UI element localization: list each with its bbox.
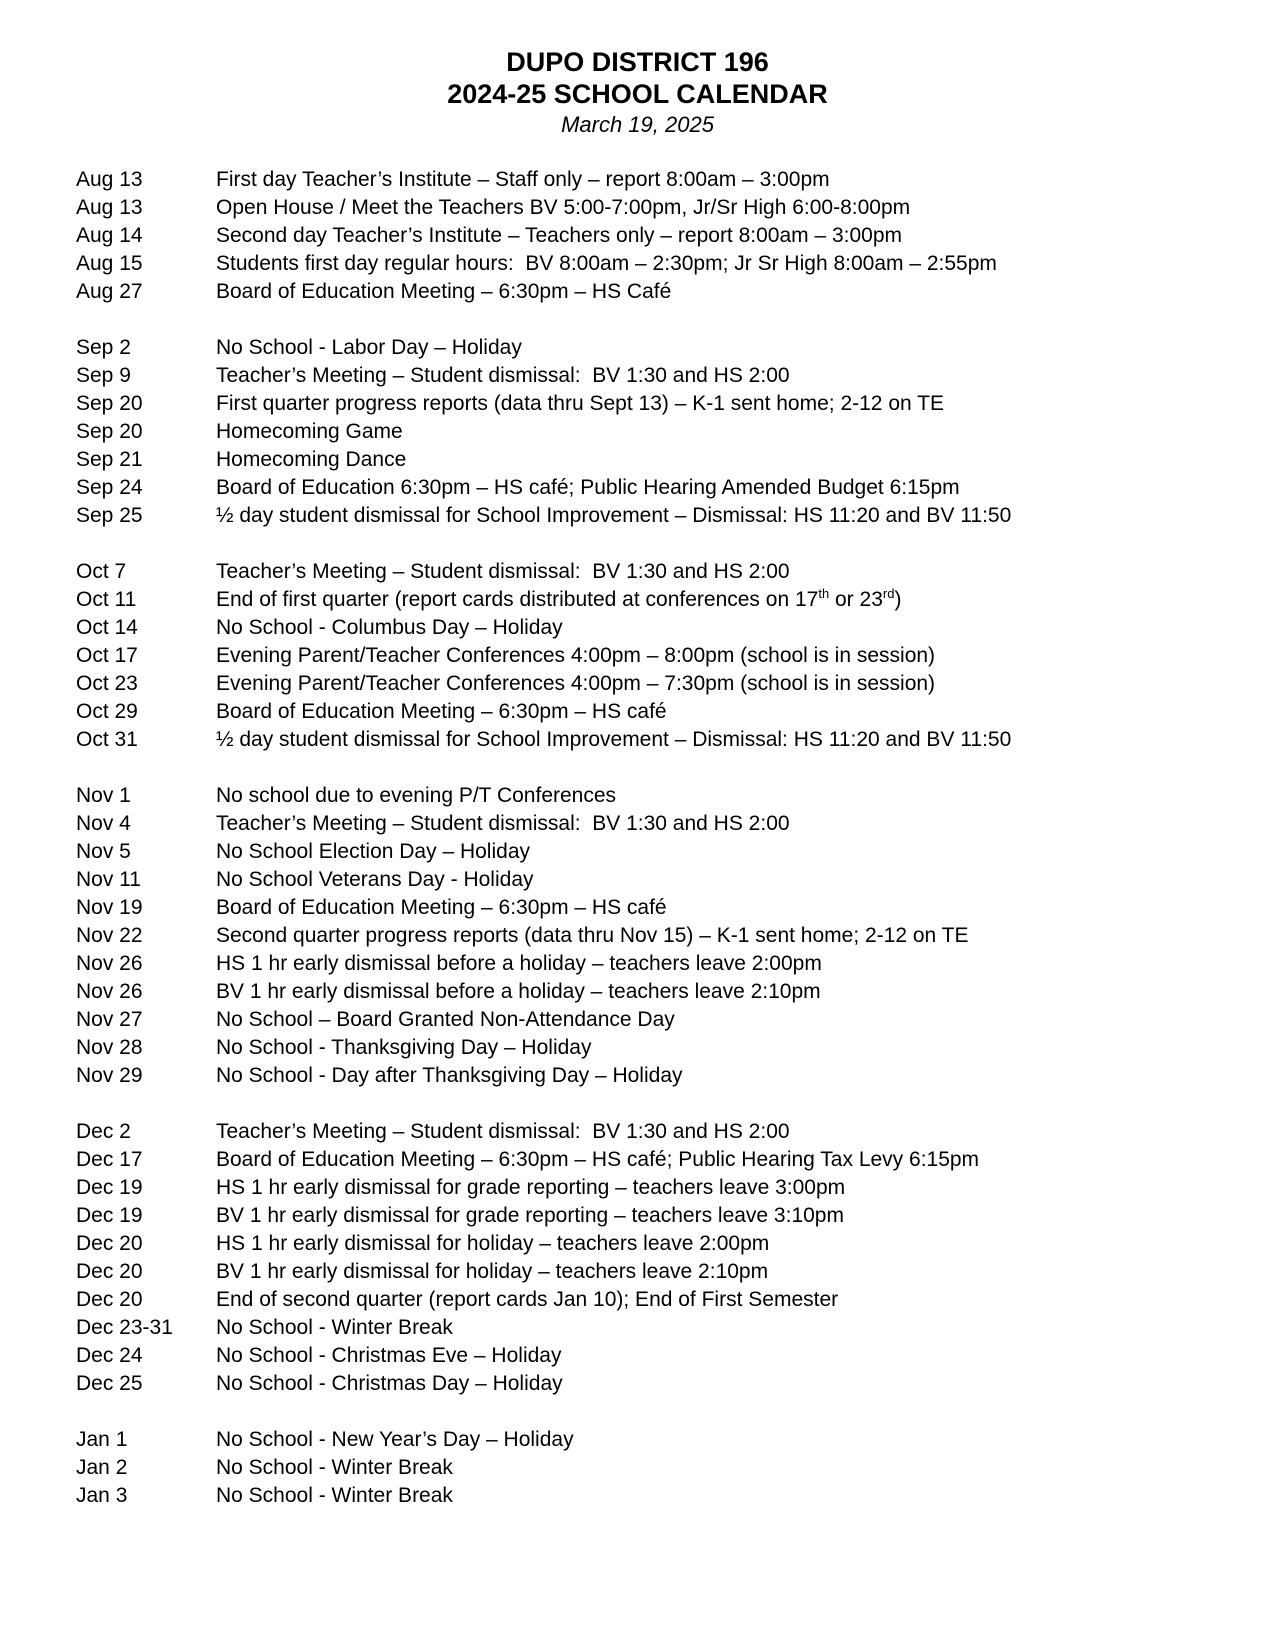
event-description: BV 1 hr early dismissal before a holiday – teachers leave 2:10pm [216, 980, 821, 1003]
event-row [76, 1034, 1235, 1062]
event-description: Board of Education Meeting – 6:30pm – HS Café [216, 280, 672, 303]
event-row [76, 1370, 1235, 1398]
event-row [76, 1202, 1235, 1230]
event-row [76, 1230, 1235, 1258]
event-date: Nov 27 [76, 1008, 143, 1031]
calendar-month-section [76, 166, 1235, 306]
event-date: Sep 24 [76, 476, 143, 499]
event-date: Oct 31 [76, 728, 138, 751]
event-description: Students first day regular hours: BV 8:00am – 2:30pm; Jr Sr High 8:00am – 2:55pm [216, 252, 997, 275]
event-row [76, 502, 1235, 530]
event-description: Teacher’s Meeting – Student dismissal: BV 1:30 and HS 2:00 [216, 364, 790, 387]
event-date: Dec 19 [76, 1204, 143, 1227]
ordinal-suffix: th [818, 586, 830, 601]
event-date: Oct 11 [76, 588, 137, 611]
event-description: Board of Education 6:30pm – HS café; Public Hearing Amended Budget 6:15pm [216, 476, 960, 499]
event-description: No School - Labor Day – Holiday [216, 336, 522, 359]
event-date: Oct 7 [76, 560, 127, 583]
event-row [76, 614, 1235, 642]
event-description: Evening Parent/Teacher Conferences 4:00pm – 8:00pm (school is in session) [216, 644, 936, 667]
event-description: No School - Christmas Eve – Holiday [216, 1344, 562, 1367]
event-date: Sep 20 [76, 392, 143, 415]
event-description: ½ day student dismissal for School Improvement – Dismissal: HS 11:20 and BV 11:50 [216, 504, 1012, 527]
event-row [76, 978, 1235, 1006]
event-row [76, 1006, 1235, 1034]
event-row [76, 1482, 1235, 1510]
event-row [76, 474, 1235, 502]
event-date: Nov 22 [76, 924, 143, 947]
event-row [76, 670, 1235, 698]
event-description: No School - New Year’s Day – Holiday [216, 1428, 574, 1451]
event-date: Dec 19 [76, 1176, 143, 1199]
event-description: No School Veterans Day - Holiday [216, 868, 534, 891]
event-description: Teacher’s Meeting – Student dismissal: BV 1:30 and HS 2:00 [216, 1120, 790, 1143]
event-date: Dec 20 [76, 1232, 143, 1255]
event-date: Aug 13 [76, 196, 143, 219]
event-date: Oct 29 [76, 700, 138, 723]
event-row [76, 418, 1235, 446]
event-description: First quarter progress reports (data thru Sept 13) – K-1 sent home; 2-12 on TE [216, 392, 944, 415]
event-date: Aug 14 [76, 224, 143, 247]
event-description: First day Teacher’s Institute – Staff only – report 8:00am – 3:00pm [216, 168, 830, 191]
event-description: No School - Thanksgiving Day – Holiday [216, 1036, 592, 1059]
event-description: HS 1 hr early dismissal before a holiday – teachers leave 2:00pm [216, 952, 822, 975]
event-description: End of second quarter (report cards Jan 10); End of First Semester [216, 1288, 839, 1311]
event-row [76, 250, 1235, 278]
event-description: End of first quarter (report cards distributed at conferences on 17th or 23rd) [216, 586, 902, 611]
event-date: Nov 11 [76, 868, 141, 891]
event-row [76, 642, 1235, 670]
event-date: Dec 20 [76, 1288, 143, 1311]
event-row [76, 1342, 1235, 1370]
event-description: No School - Winter Break [216, 1316, 453, 1339]
event-description: Board of Education Meeting – 6:30pm – HS café [216, 700, 667, 723]
event-description: Teacher’s Meeting – Student dismissal: BV 1:30 and HS 2:00 [216, 560, 790, 583]
event-row [76, 810, 1235, 838]
event-date: Jan 2 [76, 1456, 128, 1479]
event-description: BV 1 hr early dismissal for grade reporting – teachers leave 3:10pm [216, 1204, 844, 1227]
event-date: Nov 29 [76, 1064, 143, 1087]
event-date: Nov 28 [76, 1036, 143, 1059]
event-row [76, 558, 1235, 586]
event-date: Sep 9 [76, 364, 131, 387]
calendar-month-section [76, 558, 1235, 754]
event-date: Dec 20 [76, 1260, 143, 1283]
event-description: No School – Board Granted Non-Attendance Day [216, 1008, 675, 1031]
event-description: ½ day student dismissal for School Improvement – Dismissal: HS 11:20 and BV 11:50 [216, 728, 1012, 751]
event-description: No School - Columbus Day – Holiday [216, 616, 563, 639]
document-header [0, 0, 1275, 140]
calendar-month-section [76, 782, 1235, 1090]
event-date: Dec 25 [76, 1372, 143, 1395]
event-row [76, 166, 1235, 194]
event-description: Homecoming Dance [216, 448, 407, 471]
event-date: Aug 13 [76, 168, 143, 191]
event-description: Teacher’s Meeting – Student dismissal: BV 1:30 and HS 2:00 [216, 812, 790, 835]
event-date: Aug 15 [76, 252, 143, 275]
event-row [76, 278, 1235, 306]
event-row [76, 1314, 1235, 1342]
event-row [76, 1118, 1235, 1146]
event-row [76, 698, 1235, 726]
event-date: Jan 3 [76, 1484, 128, 1507]
event-row [76, 1258, 1235, 1286]
event-description: No School - Winter Break [216, 1456, 453, 1479]
ordinal-suffix: rd [882, 586, 895, 601]
document-title-line2: 2024-25 SCHOOL CALENDAR [447, 79, 828, 109]
event-row [76, 950, 1235, 978]
event-description: No School - Day after Thanksgiving Day – Holiday [216, 1064, 683, 1087]
event-date: Nov 5 [76, 840, 131, 863]
event-date: Nov 26 [76, 952, 143, 975]
event-date: Dec 24 [76, 1344, 143, 1367]
event-date: Sep 21 [76, 448, 143, 471]
event-description: Board of Education Meeting – 6:30pm – HS café; Public Hearing Tax Levy 6:15pm [216, 1148, 980, 1171]
event-description: No school due to evening P/T Conferences [216, 784, 617, 807]
event-date: Dec 23-31 [76, 1316, 173, 1339]
event-row [76, 1174, 1235, 1202]
event-description: Evening Parent/Teacher Conferences 4:00pm – 7:30pm (school is in session) [216, 672, 936, 695]
event-description: No School - Christmas Day – Holiday [216, 1372, 563, 1395]
event-date: Sep 25 [76, 504, 143, 527]
calendar-month-section [76, 1118, 1235, 1398]
calendar-month-section [76, 334, 1235, 530]
event-description: BV 1 hr early dismissal for holiday – teachers leave 2:10pm [216, 1260, 769, 1283]
event-row [76, 1454, 1235, 1482]
event-row [76, 782, 1235, 810]
event-date: Nov 26 [76, 980, 143, 1003]
document-title-line1: DUPO DISTRICT 196 [506, 47, 769, 77]
event-date: Aug 27 [76, 280, 143, 303]
event-date: Oct 17 [76, 644, 138, 667]
calendar-month-section [76, 1426, 1235, 1510]
event-row [76, 446, 1235, 474]
event-row [76, 390, 1235, 418]
event-row [76, 194, 1235, 222]
event-description: Homecoming Game [216, 420, 403, 443]
event-row [76, 222, 1235, 250]
event-date: Sep 20 [76, 420, 143, 443]
event-date: Sep 2 [76, 336, 131, 359]
event-date: Nov 1 [76, 784, 131, 807]
event-date: Nov 19 [76, 896, 143, 919]
event-row [76, 1286, 1235, 1314]
event-description: No School Election Day – Holiday [216, 840, 530, 863]
event-date: Nov 4 [76, 812, 131, 835]
event-date: Oct 23 [76, 672, 138, 695]
event-row [76, 334, 1235, 362]
event-row [76, 866, 1235, 894]
event-description: Open House / Meet the Teachers BV 5:00-7:00pm, Jr/Sr High 6:00-8:00pm [216, 196, 911, 219]
event-description: No School - Winter Break [216, 1484, 453, 1507]
event-row [76, 726, 1235, 754]
event-row [76, 1426, 1235, 1454]
event-date: Jan 1 [76, 1428, 128, 1451]
event-date: Dec 17 [76, 1148, 143, 1171]
event-description: Board of Education Meeting – 6:30pm – HS café [216, 896, 667, 919]
event-date: Oct 14 [76, 616, 138, 639]
event-row [76, 586, 1235, 614]
event-row [76, 922, 1235, 950]
calendar-event-list [0, 166, 1275, 1510]
event-row [76, 838, 1235, 866]
event-description: HS 1 hr early dismissal for grade reporting – teachers leave 3:00pm [216, 1176, 846, 1199]
event-row [76, 1062, 1235, 1090]
event-row [76, 362, 1235, 390]
revision-date: March 19, 2025 [561, 112, 714, 137]
event-description: Second quarter progress reports (data thru Nov 15) – K-1 sent home; 2-12 on TE [216, 924, 969, 947]
event-date: Dec 2 [76, 1120, 131, 1143]
event-row [76, 1146, 1235, 1174]
event-description: HS 1 hr early dismissal for holiday – teachers leave 2:00pm [216, 1232, 770, 1255]
event-description: Second day Teacher’s Institute – Teachers only – report 8:00am – 3:00pm [216, 224, 903, 247]
event-row [76, 894, 1235, 922]
